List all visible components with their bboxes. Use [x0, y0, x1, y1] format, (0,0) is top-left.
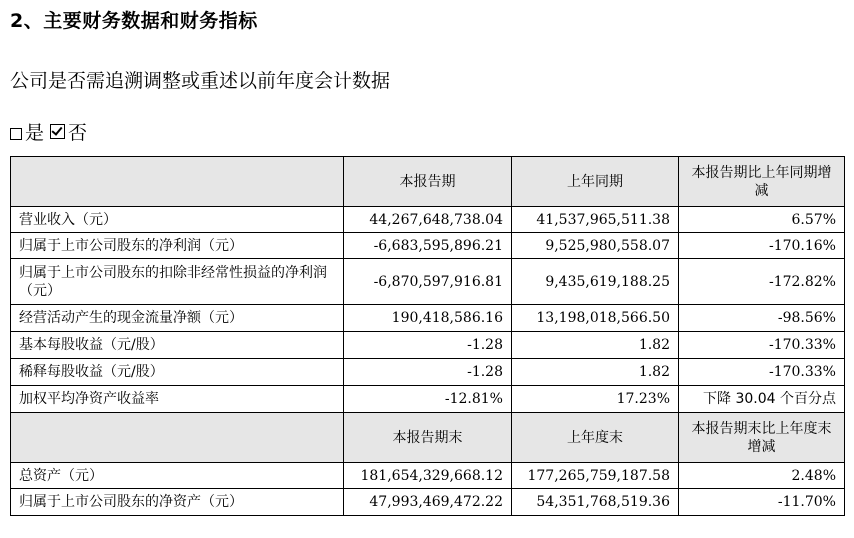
change-value: -98.56% [679, 305, 845, 332]
table-row [11, 259, 845, 305]
column-header: 上年同期 [512, 157, 679, 207]
change-value: 6.57% [679, 207, 845, 233]
prior-value: 17.23% [512, 386, 679, 413]
prior-value: 13,198,018,566.50 [512, 305, 679, 332]
prior-value: 1.82 [512, 332, 679, 359]
restatement-question: 公司是否需追溯调整或重述以前年度会计数据 [10, 70, 391, 92]
row-label: 归属于上市公司股东的扣除非经常性损益的净利润（元） [11, 259, 344, 305]
unchecked-box-icon[interactable] [10, 128, 22, 140]
change-value: -11.70% [679, 489, 845, 516]
current-value: -1.28 [344, 359, 512, 386]
column-header: 上年度末 [512, 413, 679, 463]
row-label: 加权平均净资产收益率 [11, 386, 344, 413]
column-header: 本报告期比上年同期增减 [679, 157, 845, 207]
header-blank-cell [11, 157, 344, 207]
table-row [11, 359, 845, 386]
row-label: 营业收入（元） [11, 207, 344, 233]
financial-data-table [10, 156, 845, 516]
current-value: 47,993,469,472.22 [344, 489, 512, 516]
current-value: 181,654,329,668.12 [344, 463, 512, 489]
table-row [11, 305, 845, 332]
current-value: -6,870,597,916.81 [344, 259, 512, 305]
section-title: 2、主要财务数据和财务指标 [10, 10, 258, 32]
row-label: 归属于上市公司股东的净资产（元） [11, 489, 344, 516]
change-value: 下降 30.04 个百分点 [679, 386, 845, 413]
current-value: -12.81% [344, 386, 512, 413]
current-value: -6,683,595,896.21 [344, 233, 512, 259]
prior-value: 41,537,965,511.38 [512, 207, 679, 233]
prior-value: 177,265,759,187.58 [512, 463, 679, 489]
change-value: -170.33% [679, 332, 845, 359]
column-header: 本报告期末比上年度末增减 [679, 413, 845, 463]
checked-box-icon[interactable] [50, 124, 65, 139]
option-no-label: 否 [68, 122, 88, 144]
change-value: -170.16% [679, 233, 845, 259]
row-label: 归属于上市公司股东的净利润（元） [11, 233, 344, 259]
prior-value: 9,435,619,188.25 [512, 259, 679, 305]
current-value: 44,267,648,738.04 [344, 207, 512, 233]
table-row [11, 332, 845, 359]
option-yes-label: 是 [25, 122, 45, 144]
change-value: -172.82% [679, 259, 845, 305]
header-blank-cell [11, 413, 344, 463]
change-value: 2.48% [679, 463, 845, 489]
column-header: 本报告期末 [344, 413, 512, 463]
prior-value: 54,351,768,519.36 [512, 489, 679, 516]
option-yes[interactable] [10, 118, 44, 145]
change-value: -170.33% [679, 359, 845, 386]
row-label: 稀释每股收益（元/股） [11, 359, 344, 386]
row-label: 总资产（元） [11, 463, 344, 489]
current-value: 190,418,586.16 [344, 305, 512, 332]
restatement-options [10, 118, 93, 145]
table-header-row [11, 413, 845, 463]
column-header: 本报告期 [344, 157, 512, 207]
table-row [11, 233, 845, 259]
table-row [11, 207, 845, 233]
table-header-row [11, 157, 845, 207]
prior-value: 9,525,980,558.07 [512, 233, 679, 259]
table-row [11, 489, 845, 516]
current-value: -1.28 [344, 332, 512, 359]
prior-value: 1.82 [512, 359, 679, 386]
table-row [11, 463, 845, 489]
row-label: 基本每股收益（元/股） [11, 332, 344, 359]
table-row [11, 386, 845, 413]
row-label: 经营活动产生的现金流量净额（元） [11, 305, 344, 332]
option-no[interactable] [50, 118, 87, 145]
